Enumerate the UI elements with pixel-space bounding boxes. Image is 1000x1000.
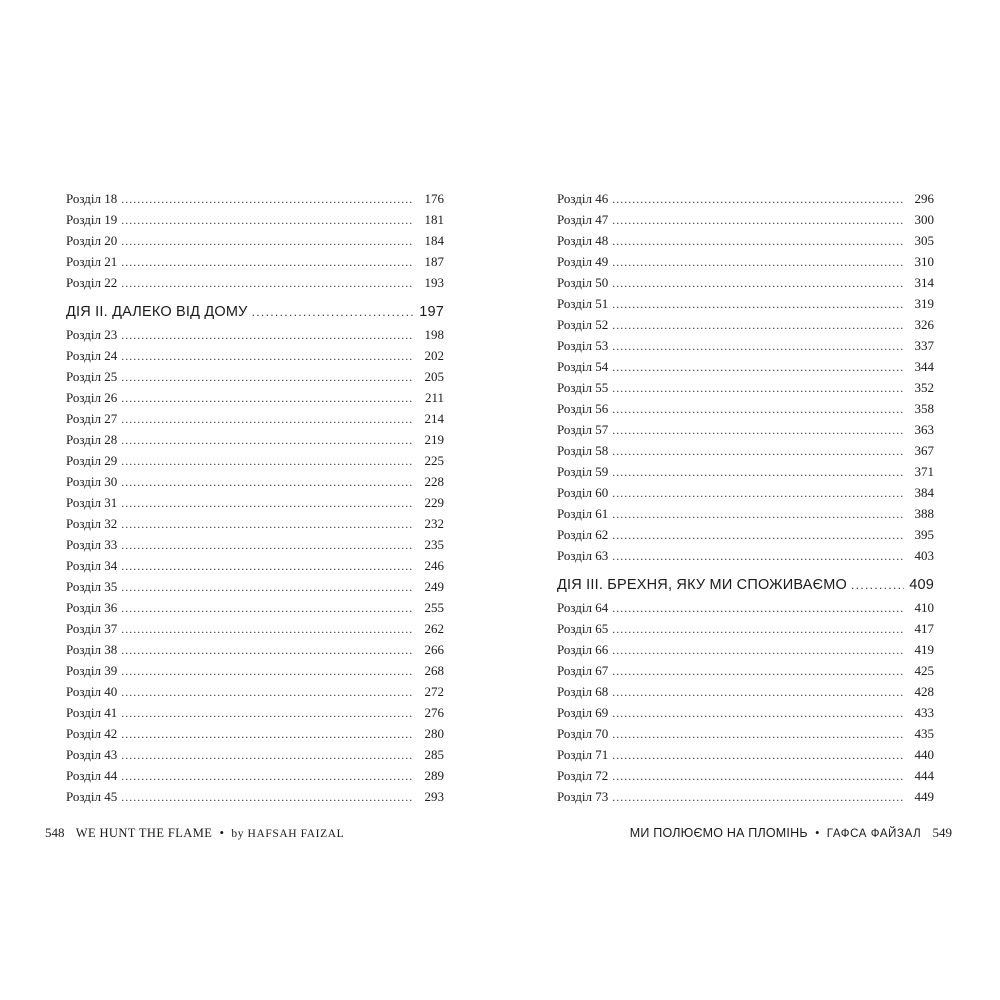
chapter-label: Розділ 31: [66, 495, 118, 510]
dot-leader: [612, 619, 904, 640]
page-ref: 229: [424, 495, 444, 510]
toc-entry: [557, 786, 934, 807]
toc-entry: [557, 681, 934, 702]
toc-entry: [66, 639, 444, 660]
toc-entry: [557, 482, 934, 503]
right-page: [500, 0, 1000, 1000]
dot-leader: [612, 273, 904, 294]
toc-entry: [557, 440, 934, 461]
page-ref: 409: [909, 577, 934, 593]
dot-leader: [121, 703, 414, 724]
dot-leader: [612, 546, 904, 567]
chapter-label: Розділ 72: [557, 768, 609, 783]
dot-leader: [612, 357, 904, 378]
page-ref: 314: [914, 275, 934, 290]
dot-leader: [121, 430, 414, 451]
page-ref: 235: [424, 537, 444, 552]
dot-leader: [612, 462, 904, 483]
toc-entry: [557, 723, 934, 744]
dot-leader: [612, 252, 904, 273]
dot-leader: [121, 325, 414, 346]
toc-entry: [557, 660, 934, 681]
dot-leader: [121, 346, 414, 367]
chapter-label: Розділ 22: [66, 275, 118, 290]
chapter-label: Розділ 43: [66, 747, 118, 762]
chapter-label: Розділ 19: [66, 212, 118, 227]
page-ref: 193: [424, 275, 444, 290]
page-ref: 266: [424, 642, 444, 657]
dot-leader: [121, 472, 414, 493]
toc-entry: [66, 513, 444, 534]
chapter-label: Розділ 48: [557, 233, 609, 248]
page-ref: 228: [424, 474, 444, 489]
chapter-label: Розділ 69: [557, 705, 609, 720]
toc-entry: [66, 597, 444, 618]
toc-entry: [66, 555, 444, 576]
dot-leader: [612, 682, 904, 703]
page-ref: 289: [424, 768, 444, 783]
dot-leader: [612, 745, 904, 766]
dot-leader: [612, 483, 904, 504]
part-title: ДІЯ ІІІ. БРЕХНЯ, ЯКУ МИ СПОЖИВАЄМО: [557, 577, 847, 593]
toc-entry: [66, 429, 444, 450]
page-ref: 395: [914, 527, 934, 542]
page-ref: 388: [914, 506, 934, 521]
dot-leader: [121, 556, 414, 577]
dot-leader: [121, 210, 414, 231]
chapter-label: Розділ 29: [66, 453, 118, 468]
dot-leader: [121, 787, 414, 808]
dot-leader: [612, 336, 904, 357]
toc-entry: [557, 419, 934, 440]
dot-leader: [612, 210, 904, 231]
chapter-label: Розділ 39: [66, 663, 118, 678]
dot-leader: [612, 189, 904, 210]
part-title: ДІЯ ІІ. ДАЛЕКО ВІД ДОМУ: [66, 304, 248, 320]
chapter-label: Розділ 26: [66, 390, 118, 405]
dot-leader: [121, 619, 414, 640]
chapter-label: Розділ 37: [66, 621, 118, 636]
toc-entry: [557, 188, 934, 209]
chapter-label: Розділ 35: [66, 579, 118, 594]
chapter-label: Розділ 46: [557, 191, 609, 206]
toc-entry: [66, 324, 444, 345]
toc-entry: [66, 230, 444, 251]
page-ref: 371: [914, 464, 934, 479]
dot-leader: [252, 297, 414, 328]
dot-leader: [121, 409, 414, 430]
page-ref: 310: [914, 254, 934, 269]
dot-leader: [612, 420, 904, 441]
dot-leader: [121, 493, 414, 514]
chapter-label: Розділ 68: [557, 684, 609, 699]
toc-entry: [66, 681, 444, 702]
chapter-label: Розділ 73: [557, 789, 609, 804]
page-ref: 344: [914, 359, 934, 374]
page-ref: 417: [914, 621, 934, 636]
dot-leader: [612, 766, 904, 787]
toc-entry: [66, 345, 444, 366]
toc-entry: [557, 293, 934, 314]
dot-leader: [121, 682, 414, 703]
toc-entry: [66, 387, 444, 408]
toc-entry: [66, 744, 444, 765]
chapter-label: Розділ 50: [557, 275, 609, 290]
page-ref: 326: [914, 317, 934, 332]
toc-entry: [557, 461, 934, 482]
dot-leader: [612, 598, 904, 619]
dot-leader: [612, 525, 904, 546]
page-ref: 272: [424, 684, 444, 699]
footer-bullet: •: [814, 825, 820, 840]
page-ref: 181: [424, 212, 444, 227]
dot-leader: [612, 231, 904, 252]
chapter-label: Розділ 56: [557, 401, 609, 416]
toc-entry: [557, 314, 934, 335]
toc-entry: [557, 230, 934, 251]
page-ref: 225: [424, 453, 444, 468]
page-ref: 205: [424, 369, 444, 384]
toc-list-right: [557, 188, 934, 807]
chapter-label: Розділ 24: [66, 348, 118, 363]
toc-entry: [66, 272, 444, 293]
toc-entry: [66, 366, 444, 387]
running-footer-right: [630, 824, 960, 843]
dot-leader: [121, 745, 414, 766]
page-number: 549: [932, 825, 952, 840]
chapter-label: Розділ 25: [66, 369, 118, 384]
dot-leader: [121, 273, 414, 294]
page-ref: 285: [424, 747, 444, 762]
chapter-label: Розділ 45: [66, 789, 118, 804]
page-ref: 337: [914, 338, 934, 353]
chapter-label: Розділ 55: [557, 380, 609, 395]
toc-entry: [66, 576, 444, 597]
dot-leader: [121, 766, 414, 787]
page-ref: 249: [424, 579, 444, 594]
page-ref: 444: [914, 768, 934, 783]
page-ref: 262: [424, 621, 444, 636]
page-ref: 214: [424, 411, 444, 426]
toc-entry: [557, 335, 934, 356]
chapter-label: Розділ 57: [557, 422, 609, 437]
page-ref: 358: [914, 401, 934, 416]
toc-entry: [66, 471, 444, 492]
toc-entry: [66, 251, 444, 272]
toc-entry: [557, 744, 934, 765]
chapter-label: Розділ 18: [66, 191, 118, 206]
chapter-label: Розділ 62: [557, 527, 609, 542]
chapter-label: Розділ 60: [557, 485, 609, 500]
toc-part-heading: [66, 293, 444, 324]
chapter-label: Розділ 51: [557, 296, 609, 311]
chapter-label: Розділ 65: [557, 621, 609, 636]
dot-leader: [121, 367, 414, 388]
page-ref: 440: [914, 747, 934, 762]
author-name: ГАФСА ФАЙЗАЛ: [826, 828, 922, 840]
toc-entry: [557, 272, 934, 293]
chapter-label: Розділ 41: [66, 705, 118, 720]
dot-leader: [851, 570, 904, 601]
page-ref: 246: [424, 558, 444, 573]
dot-leader: [121, 231, 414, 252]
dot-leader: [121, 535, 414, 556]
toc-entry: [557, 639, 934, 660]
toc-entry: [66, 765, 444, 786]
page-ref: 280: [424, 726, 444, 741]
page-ref: 211: [424, 390, 444, 405]
dot-leader: [612, 724, 904, 745]
chapter-label: Розділ 21: [66, 254, 118, 269]
page-ref: 403: [914, 548, 934, 563]
page-ref: 428: [914, 684, 934, 699]
toc-entry: [66, 408, 444, 429]
chapter-label: Розділ 40: [66, 684, 118, 699]
dot-leader: [612, 787, 904, 808]
dot-leader: [121, 451, 414, 472]
chapter-label: Розділ 63: [557, 548, 609, 563]
page-ref: 198: [424, 327, 444, 342]
toc-entry: [66, 188, 444, 209]
page-ref: 176: [424, 191, 444, 206]
page-ref: 276: [424, 705, 444, 720]
page-ref: 352: [914, 380, 934, 395]
toc-entry: [557, 545, 934, 566]
page-ref: 219: [424, 432, 444, 447]
toc-entry: [66, 492, 444, 513]
dot-leader: [121, 640, 414, 661]
toc-part-heading: [557, 566, 934, 597]
chapter-label: Розділ 28: [66, 432, 118, 447]
dot-leader: [612, 640, 904, 661]
page-ref: 232: [424, 516, 444, 531]
page-ref: 255: [424, 600, 444, 615]
page-ref: 197: [419, 304, 444, 320]
page-ref: 410: [914, 600, 934, 615]
footer-bullet: •: [219, 825, 225, 840]
dot-leader: [121, 598, 414, 619]
toc-entry: [557, 356, 934, 377]
toc-entry: [557, 209, 934, 230]
page-ref: 296: [914, 191, 934, 206]
page-ref: 367: [914, 443, 934, 458]
dot-leader: [121, 724, 414, 745]
toc-entry: [66, 702, 444, 723]
dot-leader: [612, 703, 904, 724]
toc-entry: [66, 723, 444, 744]
toc-entry: [557, 503, 934, 524]
chapter-label: Розділ 64: [557, 600, 609, 615]
page-ref: 449: [914, 789, 934, 804]
toc-entry: [66, 618, 444, 639]
toc-entry: [66, 786, 444, 807]
toc-entry: [66, 450, 444, 471]
page-ref: 187: [424, 254, 444, 269]
running-footer-left: [37, 824, 344, 843]
dot-leader: [612, 504, 904, 525]
chapter-label: Розділ 27: [66, 411, 118, 426]
book-title: МИ ПОЛЮЄМО НА ПЛОМІНЬ: [629, 826, 808, 840]
dot-leader: [121, 388, 414, 409]
chapter-label: Розділ 49: [557, 254, 609, 269]
chapter-label: Розділ 34: [66, 558, 118, 573]
chapter-label: Розділ 58: [557, 443, 609, 458]
author-name: by HAFSAH FAIZAL: [231, 828, 345, 840]
chapter-label: Розділ 52: [557, 317, 609, 332]
toc-entry: [557, 377, 934, 398]
toc-entry: [557, 398, 934, 419]
dot-leader: [121, 577, 414, 598]
chapter-label: Розділ 61: [557, 506, 609, 521]
dot-leader: [612, 294, 904, 315]
dot-leader: [612, 378, 904, 399]
dot-leader: [612, 661, 904, 682]
page-ref: 300: [914, 212, 934, 227]
page-ref: 425: [914, 663, 934, 678]
chapter-label: Розділ 54: [557, 359, 609, 374]
page-ref: 305: [914, 233, 934, 248]
toc-entry: [557, 618, 934, 639]
page-ref: 293: [424, 789, 444, 804]
toc-entry: [66, 660, 444, 681]
chapter-label: Розділ 33: [66, 537, 118, 552]
toc-entry: [66, 209, 444, 230]
chapter-label: Розділ 59: [557, 464, 609, 479]
chapter-label: Розділ 38: [66, 642, 118, 657]
toc-entry: [557, 702, 934, 723]
chapter-label: Розділ 66: [557, 642, 609, 657]
page-ref: 419: [914, 642, 934, 657]
page-ref: 363: [914, 422, 934, 437]
toc-entry: [557, 524, 934, 545]
dot-leader: [612, 315, 904, 336]
toc-entry: [557, 251, 934, 272]
dot-leader: [121, 661, 414, 682]
dot-leader: [121, 514, 414, 535]
page-ref: 433: [914, 705, 934, 720]
page-ref: 268: [424, 663, 444, 678]
page-ref: 202: [424, 348, 444, 363]
chapter-label: Розділ 67: [557, 663, 609, 678]
chapter-label: Розділ 36: [66, 600, 118, 615]
page-ref: 384: [914, 485, 934, 500]
dot-leader: [121, 189, 414, 210]
chapter-label: Розділ 47: [557, 212, 609, 227]
chapter-label: Розділ 70: [557, 726, 609, 741]
toc-entry: [557, 597, 934, 618]
chapter-label: Розділ 53: [557, 338, 609, 353]
toc-entry: [557, 765, 934, 786]
chapter-label: Розділ 30: [66, 474, 118, 489]
chapter-label: Розділ 71: [557, 747, 609, 762]
page-ref: 184: [424, 233, 444, 248]
page-ref: 435: [914, 726, 934, 741]
page-number: 548: [45, 825, 65, 840]
page-ref: 319: [914, 296, 934, 311]
toc-list-left: [66, 188, 444, 807]
chapter-label: Розділ 20: [66, 233, 118, 248]
chapter-label: Розділ 42: [66, 726, 118, 741]
toc-entry: [66, 534, 444, 555]
chapter-label: Розділ 32: [66, 516, 118, 531]
book-title: WE HUNT THE FLAME: [75, 826, 213, 840]
dot-leader: [612, 441, 904, 462]
dot-leader: [121, 252, 414, 273]
chapter-label: Розділ 44: [66, 768, 118, 783]
dot-leader: [612, 399, 904, 420]
chapter-label: Розділ 23: [66, 327, 118, 342]
